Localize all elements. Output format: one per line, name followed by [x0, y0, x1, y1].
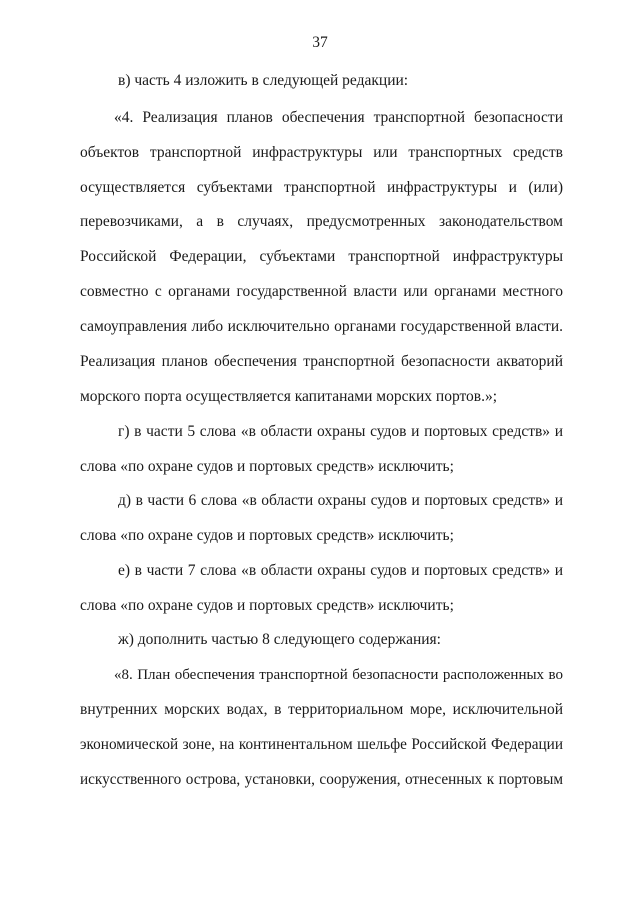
text-line: самоуправления либо исключительно органами государственной власти. [80, 318, 563, 335]
text-line: в) часть 4 изложить в следующей редакции: [118, 72, 409, 89]
text-line: морского порта осуществляется капитанами морских портов.»; [80, 388, 498, 405]
text-line: е) в части 7 слова «в области охраны судов и портовых средств» и [118, 562, 563, 579]
text-line: внутренних морских водах, в территориальном море, исключительной [80, 701, 563, 718]
text-line: перевозчиками, а в случаях, предусмотренных законодательством [80, 213, 563, 230]
text-line: «4. Реализация планов обеспечения транспортной безопасности [114, 109, 563, 126]
text-line: экономической зоне, на континентальном шельфе Российской Федерации [80, 736, 563, 753]
text-line: слова «по охране судов и портовых средств» исключить; [80, 597, 454, 614]
text-line: слова «по охране судов и портовых средств» исключить; [80, 527, 454, 544]
text-line: осуществляется субъектами транспортной инфраструктуры и (или) [80, 179, 563, 196]
text-line: «8. План обеспечения транспортной безопасности расположенных во [114, 667, 563, 683]
text-line: ж) дополнить частью 8 следующего содержания: [118, 631, 441, 648]
text-line: совместно с органами государственной власти или органами местного [80, 283, 563, 300]
page-number: 37 [312, 34, 328, 51]
text-line: объектов транспортной инфраструктуры или транспортных средств [80, 144, 563, 161]
text-line: д) в части 6 слова «в области охраны судов и портовых средств» и [118, 492, 563, 509]
text-line: Российской Федерации, субъектами транспортной инфраструктуры [80, 248, 563, 265]
text-line: слова «по охране судов и портовых средств» исключить; [80, 458, 454, 475]
text-line: искусственного острова, установки, сооружения, отнесенных к портовым [80, 771, 563, 788]
text-line: Реализация планов обеспечения транспортной безопасности акваторий [80, 353, 563, 370]
text-line: г) в части 5 слова «в области охраны судов и портовых средств» и [118, 423, 563, 440]
